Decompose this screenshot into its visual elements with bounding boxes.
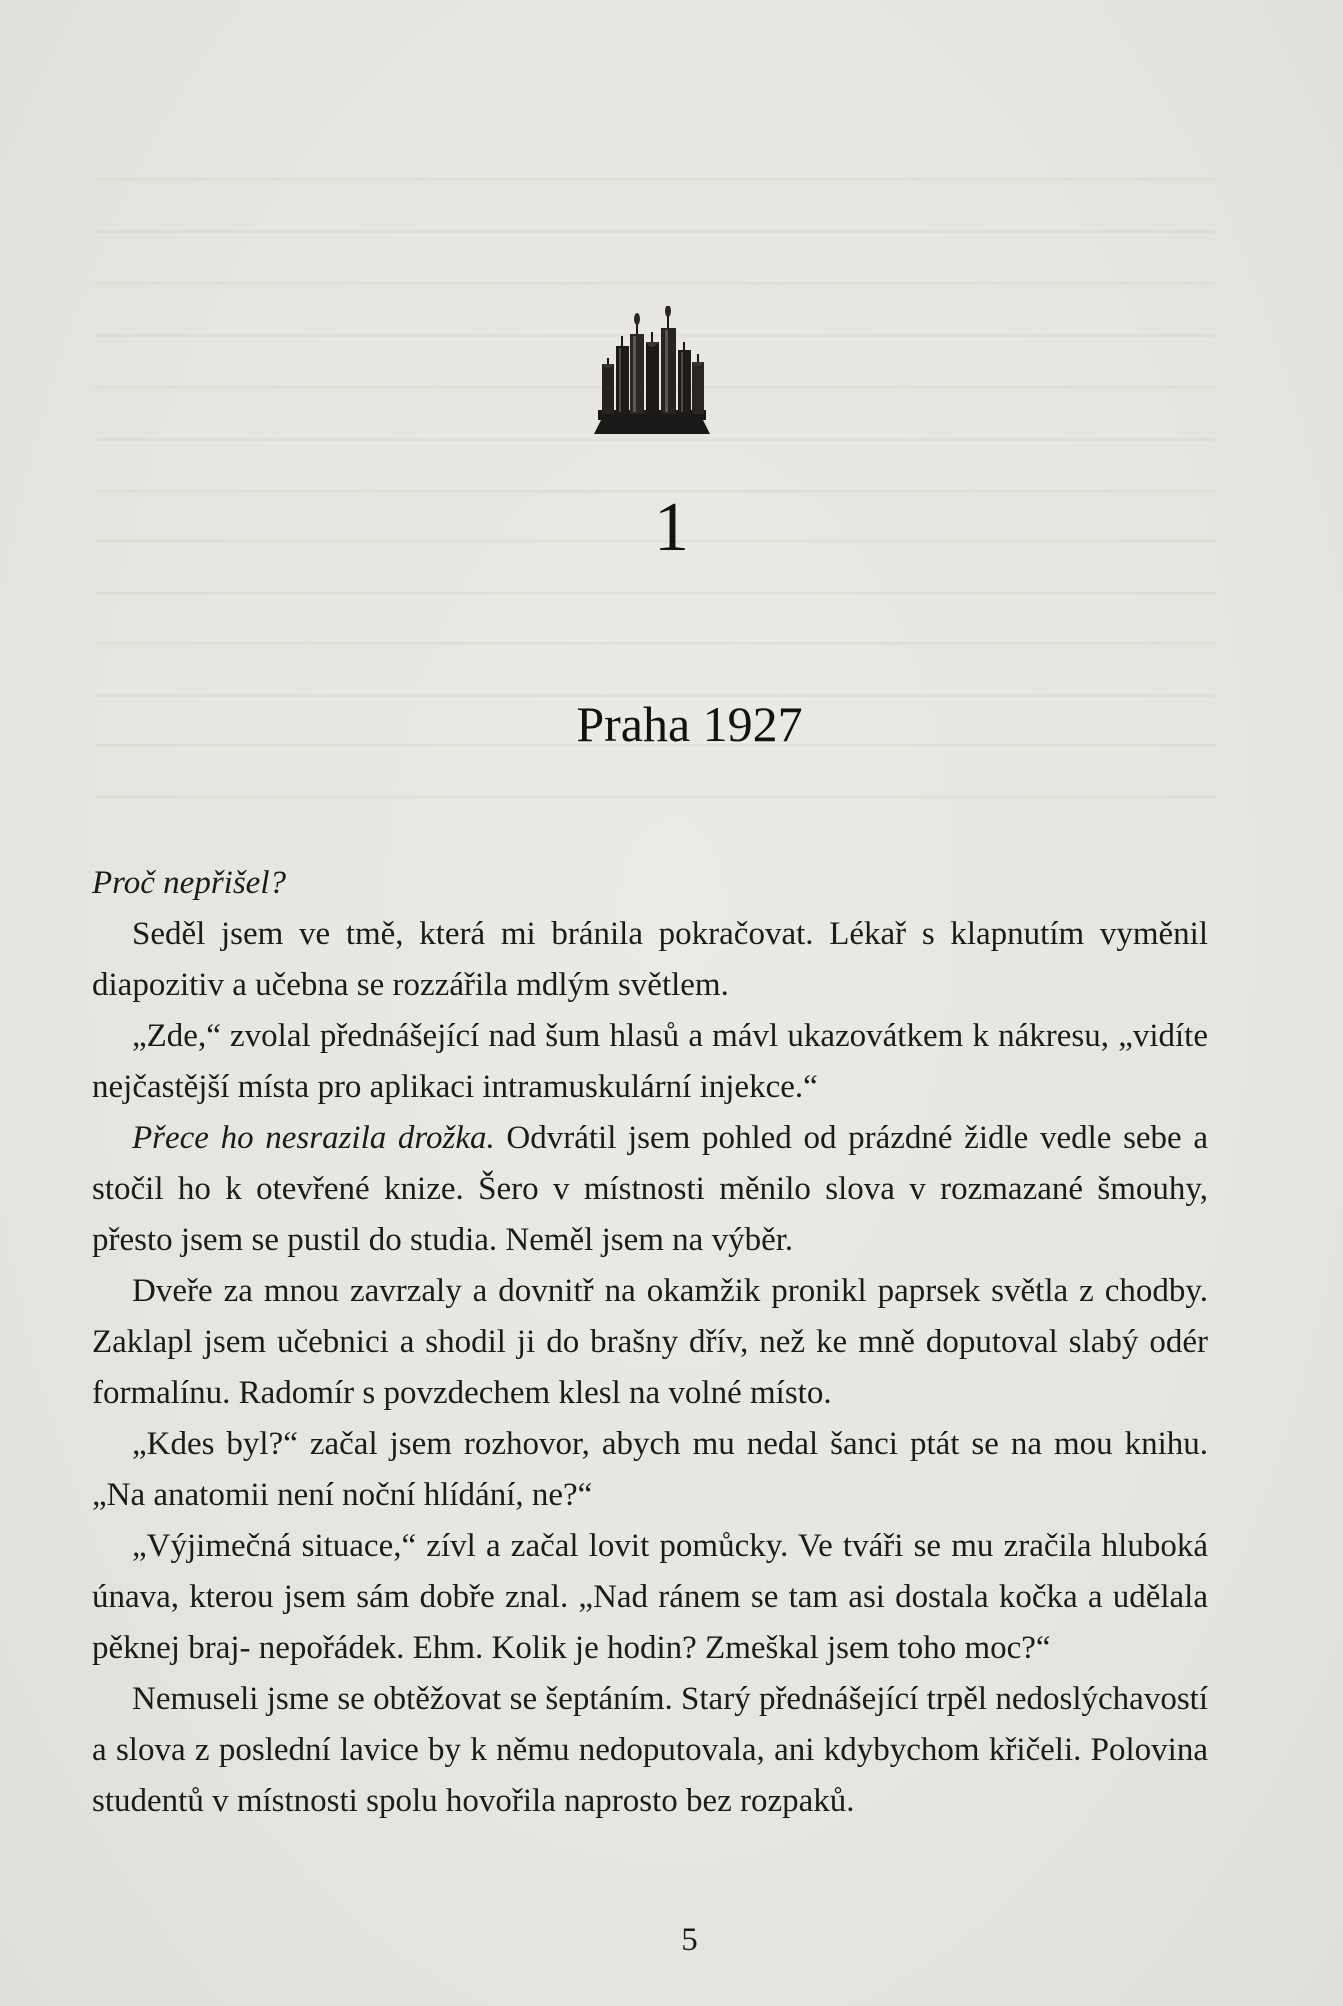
bleed-through-line xyxy=(95,796,1215,799)
bleed-through-line xyxy=(95,178,1215,181)
italic-lead: Proč nepřišel? xyxy=(92,865,286,901)
bleed-through-line xyxy=(95,592,1215,595)
bleed-through-line xyxy=(95,438,1215,441)
paragraph-text: „Zde,“ zvolal přednášející nad šum hlasů a mávl ukazovátkem k nákresu, „vidíte nejčastější místa pro aplikaci intramuskulární injekce.“ xyxy=(92,1018,1208,1105)
chapter-number: 1 xyxy=(654,489,689,566)
bleed-through-line xyxy=(95,230,1215,233)
paragraph-text: Nemuseli jsme se obtěžovat se šeptáním. Starý přednášející trpěl nedoslýchavostí a slova z poslední lavice by k němu nedoputovala, ani kdybychom křičeli. Polovina studentů v místnosti spolu hovořila naprosto bez rozpaků. xyxy=(92,1681,1208,1819)
paragraph xyxy=(92,1266,1208,1419)
bleed-through-line xyxy=(95,282,1215,285)
paragraph-text: „Výjimečná situace,“ zívl a začal lovit pomůcky. Ve tváři se mu zračila hluboká únava, kterou jsem sám dobře znal. „Nad ránem se tam asi dostala kočka a udělala pěknej braj- nepořádek. Ehm. Kolik je hodin? Zmeškal jsem toho moc?“ xyxy=(92,1528,1208,1666)
paragraph xyxy=(92,1011,1208,1113)
paragraph xyxy=(92,1419,1208,1521)
paragraph-text: Odvrátil jsem pohled od prázdné židle vedle sebe a stočil ho k otevřené knize. Šero v místnosti měnilo slova v rozmazané šmouhy, přesto jsem se pustil do studia. Neměl jsem na výběr. xyxy=(92,1120,1208,1258)
paragraph xyxy=(92,1113,1208,1266)
paragraph-text: Dveře za mnou zavrzaly a dovnitř na okamžik pronikl paprsek světla z chodby. Zaklapl jsem učebnici a shodil ji do brašny dřív, než ke mně doputoval slabý odér formalínu. Radomír s povzdechem klesl na volné místo. xyxy=(92,1273,1208,1411)
page-number: 5 xyxy=(681,1922,698,1958)
bleed-through-line xyxy=(95,642,1215,645)
paragraph-text: „Kdes byl?“ začal jsem rozhovor, abych mu nedal šanci ptát se na mou knihu. „Na anatomii není noční hlídání, ne?“ xyxy=(92,1426,1208,1513)
candles-ornament-icon xyxy=(592,306,712,438)
body-text xyxy=(92,858,1208,1827)
italic-lead: Přece ho nesrazila drožka. xyxy=(132,1120,495,1156)
chapter-title: Praha 1927 xyxy=(576,696,803,752)
paragraph xyxy=(92,858,1208,909)
paragraph xyxy=(92,1521,1208,1674)
paragraph-text: Seděl jsem ve tmě, která mi bránila pokračovat. Lékař s klapnutím vyměnil diapozitiv a učebna se rozzářila mdlým světlem. xyxy=(92,916,1208,1003)
paragraph xyxy=(92,909,1208,1011)
paragraph xyxy=(92,1674,1208,1827)
